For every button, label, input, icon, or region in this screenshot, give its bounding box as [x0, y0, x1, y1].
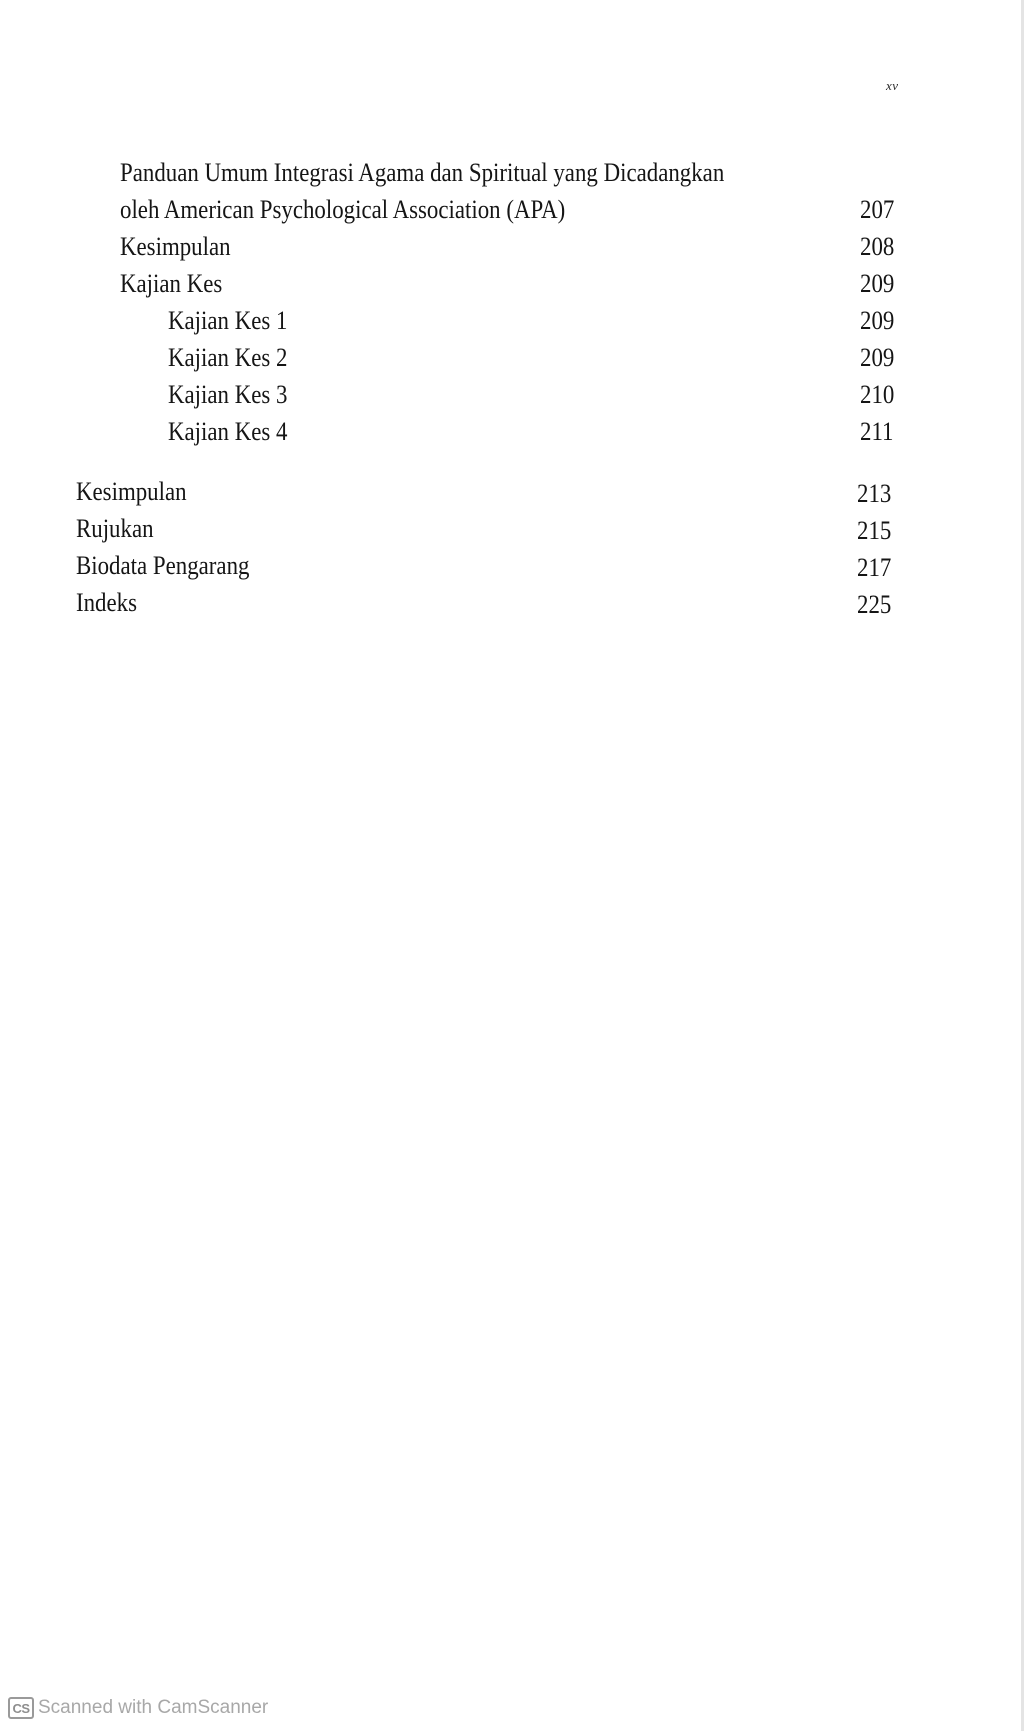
toc-entry-title: Kesimpulan	[120, 232, 231, 261]
toc-entry-page: 225	[857, 590, 892, 619]
toc-subentry-title: Kajian Kes 3	[168, 380, 288, 409]
scanner-watermark	[8, 1695, 268, 1721]
toc-entry-page: 217	[857, 553, 892, 582]
toc-entry-title: oleh American Psychological Association (APA)	[120, 195, 566, 224]
toc-entry-page: 215	[857, 516, 892, 545]
page-number: xv	[886, 78, 899, 93]
toc-chapter-title: Kesimpulan	[76, 477, 187, 506]
toc-entry-page: 209	[860, 343, 895, 372]
toc-entry-page: 213	[857, 479, 892, 508]
toc-entry-page: 210	[860, 380, 895, 409]
toc-entry-page: 209	[860, 306, 895, 335]
toc-subentry-title: Kajian Kes 2	[168, 343, 288, 372]
toc-subentry-title: Kajian Kes 1	[168, 306, 288, 335]
toc-entry-page: 207	[860, 195, 895, 224]
toc-entry-title: Panduan Umum Integrasi Agama dan Spiritual yang Dicadangkan	[120, 158, 725, 187]
toc-entry-title: Kajian Kes	[120, 269, 223, 298]
camscanner-logo-icon: CS	[8, 1697, 34, 1719]
toc-chapter-title: Biodata Pengarang	[76, 551, 250, 580]
watermark-text: Scanned with CamScanner	[38, 1697, 269, 1718]
toc-entry-page: 209	[860, 269, 895, 298]
toc-entry-page: 211	[860, 417, 894, 446]
toc-chapter-title: Indeks	[76, 588, 138, 617]
toc-chapter-title: Rujukan	[76, 514, 154, 543]
toc-entry-page: 208	[860, 232, 895, 261]
toc-subentry-title: Kajian Kes 4	[168, 417, 288, 446]
